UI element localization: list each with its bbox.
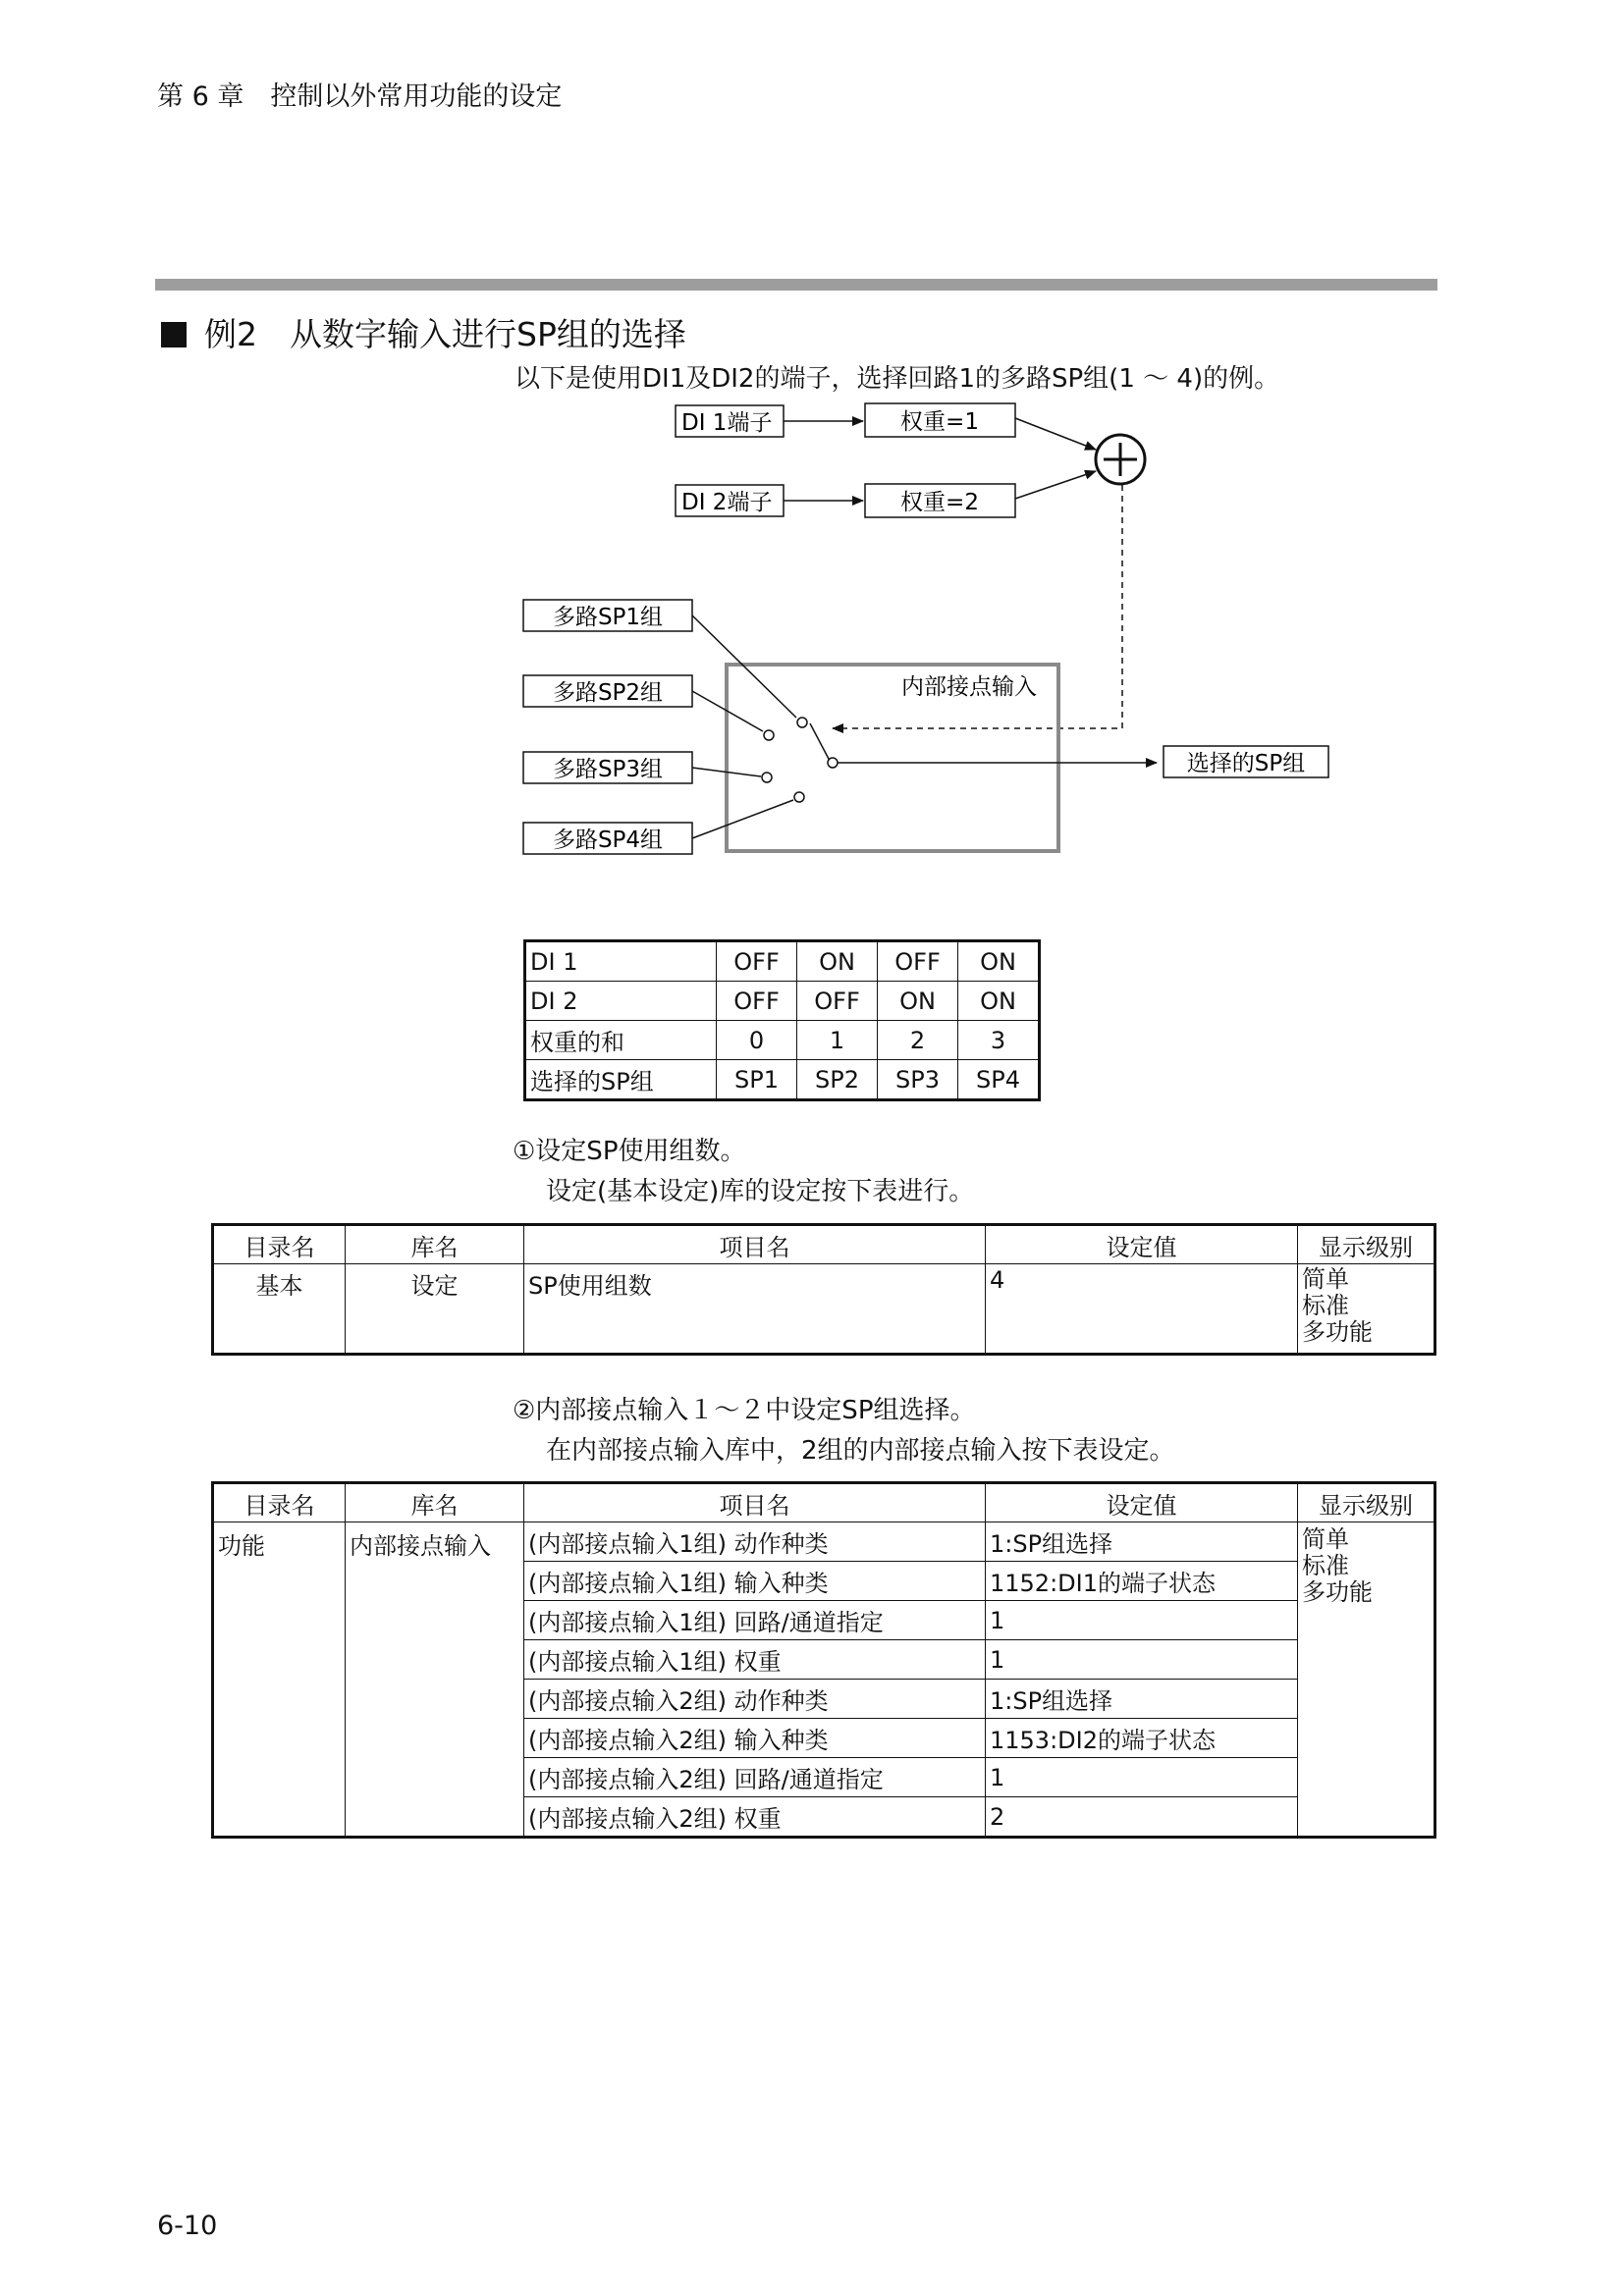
row-label: 选择的SP组 — [525, 1060, 717, 1100]
table-cell: ON — [797, 941, 878, 982]
column-header: 项目名 — [524, 1483, 986, 1522]
value-cell: 1 — [986, 1601, 1298, 1640]
table-row — [213, 1264, 1435, 1355]
row-label: DI 2 — [525, 982, 717, 1021]
settings-table-1 — [211, 1223, 1436, 1356]
table-cell: ON — [878, 982, 958, 1021]
sp-group-box-3 — [523, 752, 692, 783]
column-header: 目录名 — [213, 1483, 346, 1522]
internal-input-label: 内部接点输入 — [901, 674, 1037, 700]
sp-group-label-3: 多路SP3组 — [552, 757, 664, 782]
level-standard: 标准 — [1302, 1292, 1349, 1319]
level-multi: 多功能 — [1302, 1318, 1373, 1346]
table-cell: SP1 — [717, 1060, 797, 1100]
table-cell: OFF — [717, 941, 797, 982]
table-row — [213, 1522, 1435, 1562]
sum-icon — [1096, 435, 1145, 484]
category-cell: 基本 — [213, 1264, 346, 1355]
value-cell: 2 — [986, 1797, 1298, 1838]
table-row — [525, 982, 1040, 1021]
column-header: 显示级别 — [1298, 1225, 1435, 1264]
level-multi: 多功能 — [1302, 1578, 1373, 1606]
section-title-text: 例2 从数字输入进行SP组的选择 — [204, 315, 686, 353]
column-header: 目录名 — [213, 1225, 346, 1264]
sp-group-label-4: 多路SP4组 — [552, 828, 664, 853]
display-level-cell — [1298, 1522, 1435, 1838]
sp-group-box-4 — [523, 823, 692, 854]
item-cell: (内部接点输入2组) 动作种类 — [524, 1680, 986, 1719]
contact-4 — [794, 792, 804, 802]
table-cell: SP3 — [878, 1060, 958, 1100]
level-simple: 简单 — [1302, 1525, 1349, 1553]
switch-lever — [810, 723, 830, 761]
item-cell: (内部接点输入1组) 权重 — [524, 1640, 986, 1680]
item-cell: (内部接点输入1组) 回路/通道指定 — [524, 1601, 986, 1640]
settings-table-2 — [211, 1481, 1436, 1839]
table-cell: ON — [958, 941, 1040, 982]
weight1-label: 权重=1 — [900, 409, 979, 435]
step1-title: ①设定SP使用组数。 — [513, 1137, 746, 1166]
display-level-cell — [1298, 1264, 1435, 1355]
row-label: 权重的和 — [525, 1021, 717, 1060]
value-cell: 1153:DI2的端子状态 — [986, 1719, 1298, 1758]
sp-group-label-2: 多路SP2组 — [552, 680, 664, 706]
item-cell: (内部接点输入2组) 回路/通道指定 — [524, 1758, 986, 1797]
contact-3 — [762, 773, 772, 782]
table-cell: OFF — [717, 982, 797, 1021]
level-standard: 标准 — [1302, 1552, 1349, 1579]
value-cell: 1:SP组选择 — [986, 1680, 1298, 1719]
selected-sp-label: 选择的SP组 — [1186, 751, 1306, 776]
chapter-header: 第 6 章 控制以外常用功能的设定 — [157, 81, 563, 112]
value-cell: 1 — [986, 1758, 1298, 1797]
di1-terminal-box — [676, 405, 784, 437]
table-header-row — [213, 1483, 1435, 1522]
item-cell: SP使用组数 — [524, 1264, 986, 1355]
item-cell: (内部接点输入2组) 权重 — [524, 1797, 986, 1838]
column-header: 设定值 — [986, 1483, 1298, 1522]
selected-sp-box — [1164, 746, 1328, 777]
common-contact — [828, 758, 838, 768]
value-cell: 4 — [986, 1264, 1298, 1355]
intro-text: 以下是使用DI1及DI2的端子，选择回路1的多路SP组(1 ～ 4)的例。 — [514, 364, 1280, 394]
di2-label: DI 2端子 — [681, 490, 773, 515]
column-header: 显示级别 — [1298, 1483, 1435, 1522]
value-cell: 1 — [986, 1640, 1298, 1680]
bank-cell: 设定 — [346, 1264, 524, 1355]
table-cell: SP4 — [958, 1060, 1040, 1100]
weight1-box — [865, 403, 1015, 437]
wire-sp4 — [692, 800, 793, 838]
logic-table — [523, 939, 1041, 1101]
level-simple: 简单 — [1302, 1265, 1349, 1293]
table-row — [525, 1021, 1040, 1060]
di1-label: DI 1端子 — [681, 410, 773, 436]
table-cell: OFF — [797, 982, 878, 1021]
table-cell: 1 — [797, 1021, 878, 1060]
table-cell: ON — [958, 982, 1040, 1021]
table-row — [525, 1060, 1040, 1100]
sp-group-box-2 — [523, 675, 692, 707]
table-cell: 2 — [878, 1021, 958, 1060]
item-cell: (内部接点输入1组) 动作种类 — [524, 1522, 986, 1562]
item-cell: (内部接点输入1组) 输入种类 — [524, 1562, 986, 1601]
arrow-weight2-sum — [1015, 471, 1096, 499]
bank-cell: 内部接点输入 — [346, 1522, 524, 1838]
step1-description: 设定(基本设定)库的设定按下表进行。 — [546, 1177, 975, 1206]
row-label: DI 1 — [525, 941, 717, 982]
category-cell: 功能 — [213, 1522, 346, 1838]
step2-description: 在内部接点输入库中，2组的内部接点输入按下表设定。 — [546, 1436, 1175, 1466]
column-header: 项目名 — [524, 1225, 986, 1264]
column-header: 设定值 — [986, 1225, 1298, 1264]
item-cell: (内部接点输入2组) 输入种类 — [524, 1719, 986, 1758]
contact-1 — [797, 718, 807, 727]
table-cell: SP2 — [797, 1060, 878, 1100]
table-cell: OFF — [878, 941, 958, 982]
weight2-box — [865, 484, 1015, 517]
weight2-label: 权重=2 — [900, 490, 979, 515]
table-cell: 0 — [717, 1021, 797, 1060]
table-row — [525, 941, 1040, 982]
sp-selection-diagram — [0, 0, 1624, 883]
sp-group-label-1: 多路SP1组 — [552, 605, 664, 630]
table-cell: 3 — [958, 1021, 1040, 1060]
di2-terminal-box — [676, 485, 784, 516]
arrow-weight1-sum — [1015, 418, 1096, 450]
sp-group-box-1 — [523, 600, 692, 631]
column-header: 库名 — [346, 1483, 524, 1522]
value-cell: 1:SP组选择 — [986, 1522, 1298, 1562]
table-header-row — [213, 1225, 1435, 1264]
value-cell: 1152:DI1的端子状态 — [986, 1562, 1298, 1601]
page-number: 6-10 — [157, 2211, 218, 2241]
contact-2 — [764, 730, 774, 740]
step2-title: ②内部接点输入１～２中设定SP组选择。 — [513, 1396, 976, 1425]
column-header: 库名 — [346, 1225, 524, 1264]
